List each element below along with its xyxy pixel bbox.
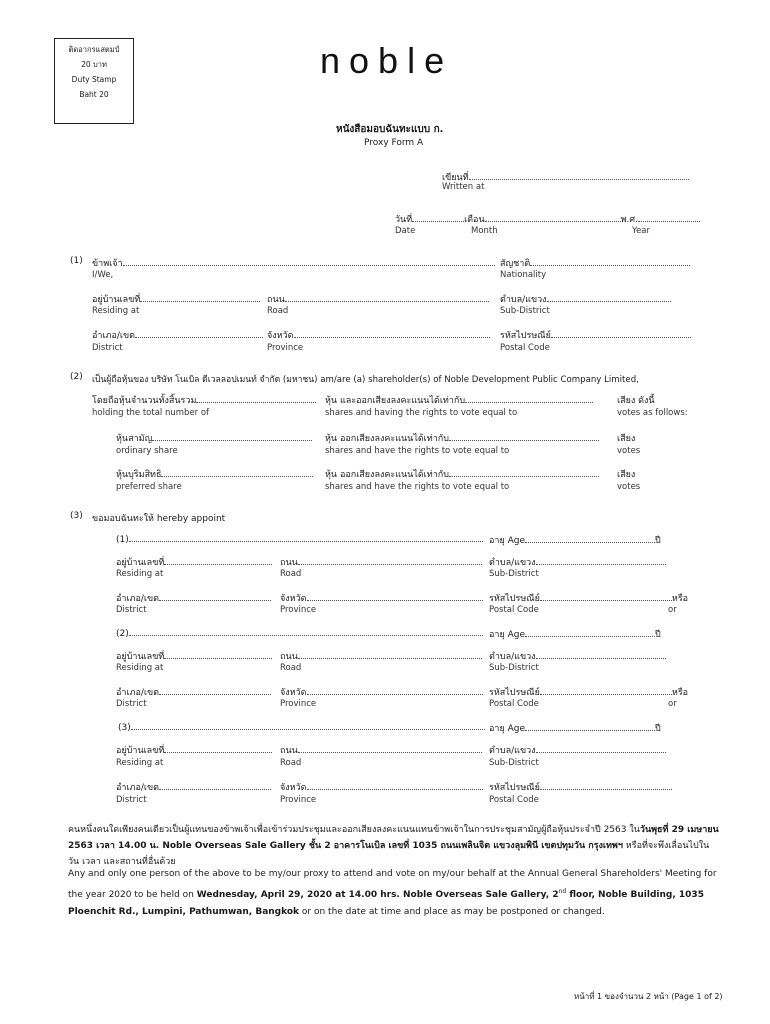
proxy-2-province-label-en: Province (280, 699, 317, 709)
province-label-en: Province (267, 343, 304, 353)
proxy-1-or-en: or (668, 605, 677, 615)
nationality-label-th: สัญชาติ (500, 259, 531, 269)
proxy-1-road-field[interactable] (280, 555, 482, 569)
proxy-1-name-field[interactable] (116, 533, 483, 545)
proxy-2-age-field[interactable] (489, 627, 661, 641)
proxy-3-province-field[interactable] (280, 780, 483, 794)
proxy-3-province-label-th: จังหวัด (280, 783, 307, 793)
date-label-th: วันที่ (395, 215, 413, 225)
proxy-3-name-field[interactable] (118, 721, 485, 733)
proxy-2-residing-label-th: อยู่บ้านเลขที่ (116, 652, 165, 662)
name-label-th: ข้าพเจ้า (92, 259, 123, 269)
proxy-1-residing-field[interactable] (116, 555, 272, 569)
proxy-1-district-field[interactable] (116, 591, 271, 605)
written-at-label-en: Written at (442, 182, 485, 192)
residing-label-th: อยู่บ้านเลขที่ (92, 295, 141, 305)
form-title-en: Proxy Form A (364, 138, 424, 148)
proxy-authorization-en-part4: or on the date at time and place as may be postponed or changed. (299, 907, 605, 917)
ordinary-votes-label-th: หุ้น ออกเสียงลงคะแนนได้เท่ากับ (325, 434, 449, 444)
meeting-date-en: Wednesday, April 29, 2020 at 14.00 hrs. Noble Overseas Sale Gallery, 2 (196, 890, 559, 900)
section-3-number: (3) (70, 511, 83, 521)
proxy-2-subdistrict-field[interactable] (489, 649, 666, 663)
meeting-venue-en: floor, Noble Building, 1035 Ploenchit Rd., Lumpini, Pathumwan, Bangkok (68, 890, 704, 917)
proxy-3-age-label: อายุ Age (489, 724, 525, 734)
proxy-2-residing-field[interactable] (116, 649, 272, 663)
district-label-th: อำเภอ/เขต (92, 331, 135, 341)
year-label-th: พ.ศ. (620, 215, 638, 225)
proxy-2-road-label-th: ถนน (280, 652, 298, 662)
stamp-line: Duty Stamp (71, 75, 117, 84)
proxy-1-subdistrict-label-en: Sub-District (489, 569, 539, 579)
proxy-3-district-field[interactable] (116, 780, 271, 794)
stamp-line: Baht 20 (79, 90, 109, 99)
meeting-details-th: วันพุธที่ 29 เมษายน 2563 เวลา 14.00 น. Noble Overseas Sale Gallery ชั้น 2 อาคารโนเบิล เลขที่ 1035 ถนนเพลินจิต แขวงลุมพินี เขตปทุมวัน กรุงเทพฯ (68, 825, 719, 851)
subdistrict-label-th: ตำบล/แขวง (500, 295, 547, 305)
total-shares-label-en: holding the total number of (92, 408, 210, 418)
date-label-en: Date (395, 226, 416, 236)
proxy-2-postal-label-en: Postal Code (489, 699, 539, 709)
province-label-th: จังหวัด (267, 331, 294, 341)
proxy-2-district-label-en: District (116, 699, 147, 709)
proxy-authorization-th-part1: คนหนึ่งคนใดเพียงคนเดียวเป็นผู้แทนของข้าพเจ้าเพื่อเข้าร่วมประชุมและออกเสียงลงคะแนนแทนข้าพเจ้าในการประชุมสามัญผู้ถือหุ้นประจำปี 2563 ใน (68, 825, 640, 835)
ordinary-votes-field[interactable] (325, 431, 599, 445)
proxy-2-district-field[interactable] (116, 685, 271, 699)
proxy-1-residing-label-th: อยู่บ้านเลขที่ (116, 558, 165, 568)
postal-code-label-th: รหัสไปรษณีย์ (500, 331, 551, 341)
road-label-en: Road (267, 306, 289, 316)
proxy-3-residing-label-th: อยู่บ้านเลขที่ (116, 746, 165, 756)
proxy-2-residing-label-en: Residing at (116, 663, 164, 673)
proxy-2-age-label: อายุ Age (489, 630, 525, 640)
proxy-1-subdistrict-field[interactable] (489, 555, 666, 569)
proxy-2-name-field[interactable] (116, 627, 483, 639)
proxy-1-age-field[interactable] (489, 533, 661, 547)
subdistrict-field[interactable] (500, 292, 671, 306)
proxy-2-number: (2) (116, 629, 129, 639)
proxy-1-age-label: อายุ Age (489, 536, 525, 546)
district-field[interactable] (92, 328, 263, 342)
preferred-votes-label-th: หุ้น ออกเสียงลงคะแนนได้เท่ากับ (325, 470, 449, 480)
date-field[interactable] (395, 212, 700, 226)
proxy-1-postal-field[interactable] (489, 591, 688, 605)
province-field[interactable] (267, 328, 490, 342)
proxy-3-district-label-th: อำเภอ/เขต (116, 783, 159, 793)
proxy-1-district-label-th: อำเภอ/เขต (116, 594, 159, 604)
total-votes-label-th: หุ้น และออกเสียงลงคะแนนได้เท่ากับ (325, 396, 466, 406)
proxy-3-province-label-en: Province (280, 795, 317, 805)
written-at-label-th: เขียนที่ (442, 173, 469, 183)
name-field[interactable] (92, 256, 495, 270)
road-label-th: ถนน (267, 295, 285, 305)
page-footer: หน้าที่ 1 ของจำนวน 2 หน้า (Page 1 of 2) (574, 992, 723, 1001)
stamp-line: ติดอากรแสตมป์ (68, 45, 120, 54)
proxy-2-road-field[interactable] (280, 649, 482, 663)
month-label-en: Month (471, 226, 498, 236)
proxy-2-or-th: หรือ (671, 688, 689, 698)
proxy-3-number: (3) (118, 723, 131, 733)
shareholder-statement: เป็นผู้ถือหุ้นของ บริษัท โนเบิล ดีเวลลอปเมนท์ จำกัด (มหาชน) am/are (a) shareholder(s) of Noble Development Public Company Limited, (92, 375, 639, 385)
proxy-2-province-field[interactable] (280, 685, 483, 699)
preferred-votes-label-en: shares and have the rights to vote equal to (325, 482, 510, 492)
preferred-votes-unit-th: เสียง (617, 470, 636, 480)
noble-logo: noble (320, 40, 454, 81)
proxy-1-number: (1) (116, 535, 129, 545)
ordinary-votes-unit-th: เสียง (617, 434, 636, 444)
proxy-2-or-en: or (668, 699, 677, 709)
proxy-3-road-field[interactable] (280, 743, 482, 757)
total-votes-field[interactable] (325, 393, 593, 407)
proxy-1-province-label-th: จังหวัด (280, 594, 307, 604)
proxy-3-year-label: ปี (655, 724, 661, 734)
duty-stamp-box (54, 38, 134, 124)
proxy-2-subdistrict-label-en: Sub-District (489, 663, 539, 673)
proxy-authorization-en-part1: Any and only one person of the above to be my/our proxy to attend and vote on my/our behalf at the Annual General Shareholders' Meeting for the year 2020 to be held on (68, 869, 717, 900)
proxy-authorization-en (68, 866, 720, 921)
preferred-votes-unit-en: votes (617, 482, 641, 492)
name-label-en: I/We, (92, 270, 114, 280)
appoint-label: ขอมอบฉันทะให้ hereby appoint (92, 514, 226, 524)
proxy-3-postal-label-en: Postal Code (489, 795, 539, 805)
proxy-1-or-th: หรือ (671, 594, 689, 604)
section-1-number: (1) (70, 256, 83, 266)
proxy-3-subdistrict-field[interactable] (489, 743, 666, 757)
preferred-share-label-th: หุ้นบุริมสิทธิ (116, 470, 162, 480)
preferred-votes-field[interactable] (325, 467, 599, 481)
proxy-1-postal-label-en: Postal Code (489, 605, 539, 615)
proxy-3-residing-label-en: Residing at (116, 758, 164, 768)
proxy-1-district-label-en: District (116, 605, 147, 615)
proxy-1-province-label-en: Province (280, 605, 317, 615)
proxy-3-age-field[interactable] (489, 721, 661, 735)
subdistrict-label-en: Sub-District (500, 306, 550, 316)
stamp-line: 20 บาท (81, 60, 107, 69)
district-label-en: District (92, 343, 123, 353)
ordinary-votes-label-en: shares and have the rights to vote equal to (325, 446, 510, 456)
proxy-1-subdistrict-label-th: ตำบล/แขวง (489, 558, 536, 568)
month-label-th: เดือน (464, 215, 485, 225)
road-field[interactable] (267, 292, 489, 306)
ordinal-suffix: nd (558, 888, 567, 895)
postal-code-field[interactable] (500, 328, 691, 342)
total-shares-label-th: โดยถือหุ้นจำนวนทั้งสิ้นรวม (92, 396, 197, 406)
preferred-share-label-en: preferred share (116, 482, 182, 492)
proxy-3-subdistrict-label-en: Sub-District (489, 758, 539, 768)
proxy-1-road-label-en: Road (280, 569, 302, 579)
proxy-2-postal-field[interactable] (489, 685, 688, 699)
section-2-number: (2) (70, 372, 83, 382)
proxy-2-subdistrict-label-th: ตำบล/แขวง (489, 652, 536, 662)
proxy-2-road-label-en: Road (280, 663, 302, 673)
proxy-3-road-label-en: Road (280, 758, 302, 768)
preferred-shares-field[interactable] (116, 467, 313, 481)
proxy-2-district-label-th: อำเภอ/เขต (116, 688, 159, 698)
total-shares-field[interactable] (92, 393, 316, 407)
ordinary-votes-unit-en: votes (617, 446, 641, 456)
proxy-3-road-label-th: ถนน (280, 746, 298, 756)
postal-code-label-en: Postal Code (500, 343, 550, 353)
proxy-authorization-th-part3: หรือที่จะพึงเลื่อนไปในวัน เวลา และสถานที่อื่นด้วย (68, 841, 710, 867)
votes-as-follows-th: เสียง ดังนี้ (617, 396, 655, 406)
year-label-en: Year (632, 226, 650, 236)
ordinary-share-label-th: หุ้นสามัญ (116, 434, 153, 444)
proxy-1-province-field[interactable] (280, 591, 483, 605)
proxy-1-year-label: ปี (655, 536, 661, 546)
proxy-3-postal-field[interactable] (489, 780, 672, 794)
nationality-field[interactable] (500, 256, 690, 270)
votes-as-follows-en: votes as follows: (617, 408, 688, 418)
residing-label-en: Residing at (92, 306, 140, 316)
total-votes-label-en: shares and having the rights to vote equal to (325, 408, 518, 418)
proxy-3-subdistrict-label-th: ตำบล/แขวง (489, 746, 536, 756)
proxy-3-postal-label-th: รหัสไปรษณีย์ (489, 783, 540, 793)
proxy-2-postal-label-th: รหัสไปรษณีย์ (489, 688, 540, 698)
proxy-3-district-label-en: District (116, 795, 147, 805)
proxy-2-province-label-th: จังหวัด (280, 688, 307, 698)
residing-field[interactable] (92, 292, 260, 306)
proxy-1-residing-label-en: Residing at (116, 569, 164, 579)
nationality-label-en: Nationality (500, 270, 547, 280)
ordinary-share-label-en: ordinary share (116, 446, 178, 456)
proxy-authorization-th (68, 822, 720, 870)
form-title-th: หนังสือมอบฉันทะแบบ ก. (336, 124, 444, 135)
proxy-1-road-label-th: ถนน (280, 558, 298, 568)
proxy-1-postal-label-th: รหัสไปรษณีย์ (489, 594, 540, 604)
proxy-2-year-label: ปี (655, 630, 661, 640)
ordinary-shares-field[interactable] (116, 431, 312, 445)
proxy-3-residing-field[interactable] (116, 743, 272, 757)
